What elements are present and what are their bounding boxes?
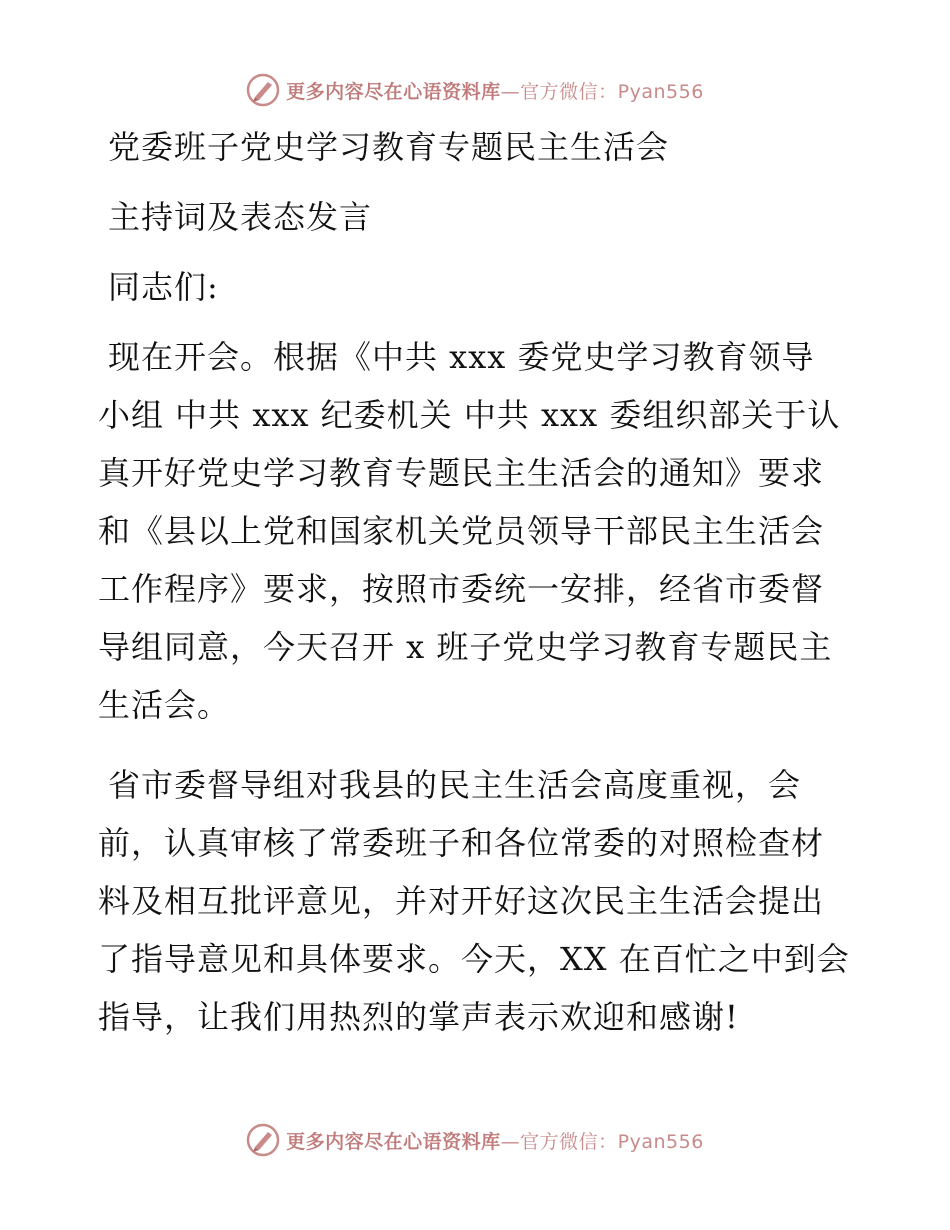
paragraph-2 xyxy=(98,756,868,1046)
paragraph-line: 和《县以上党和国家机关党员领导干部民主生活会 xyxy=(98,512,825,550)
watermark-contact: —官方微信：Pyan556 xyxy=(500,80,704,103)
paragraph-line: 现在开会。根据《中共 xxx 委党史学习教育领导 xyxy=(108,338,815,376)
paragraph-line: 指导，让我们用热烈的掌声表示欢迎和感谢! xyxy=(98,998,739,1036)
paragraph-line: 生活会。 xyxy=(98,686,231,724)
pen-logo-icon xyxy=(246,1123,280,1157)
watermark-text xyxy=(286,77,704,104)
paragraph-line: 真开好党史学习教育专题民主生活会的通知》要求 xyxy=(98,454,825,492)
watermark-site: 更多内容尽在心语资料库 xyxy=(286,80,501,103)
paragraph-line: 了指导意见和具体要求。今天，XX 在百忙之中到会 xyxy=(98,940,850,978)
watermark-contact: —官方微信：Pyan556 xyxy=(500,1130,704,1153)
pen-logo-icon xyxy=(246,73,280,107)
paragraph-line: 料及相互批评意见，并对开好这次民主生活会提出 xyxy=(98,882,825,920)
paragraph-line: 前，认真审核了常委班子和各位常委的对照检查材 xyxy=(98,824,825,862)
watermark-text xyxy=(286,1127,704,1154)
watermark-site: 更多内容尽在心语资料库 xyxy=(286,1130,501,1153)
paragraph-1 xyxy=(98,328,868,734)
paragraph-line: 小组 中共 xxx 纪委机关 中共 xxx 委组织部关于认 xyxy=(98,396,841,434)
paragraph-line: 省市委督导组对我县的民主生活会高度重视，会 xyxy=(108,766,802,804)
document-title-line-1: 党委班子党史学习教育专题民主生活会 xyxy=(108,128,670,166)
document-title-line-2: 主持词及表态发言 xyxy=(108,198,373,236)
watermark-footer xyxy=(0,1120,950,1160)
paragraph-line: 导组同意，今天召开 x 班子党史学习教育专题民主 xyxy=(98,628,833,666)
paragraph-line: 工作程序》要求，按照市委统一安排，经省市委督 xyxy=(98,570,825,608)
document-body xyxy=(98,118,868,1046)
watermark-header xyxy=(0,70,950,110)
salutation: 同志们: xyxy=(108,268,219,306)
